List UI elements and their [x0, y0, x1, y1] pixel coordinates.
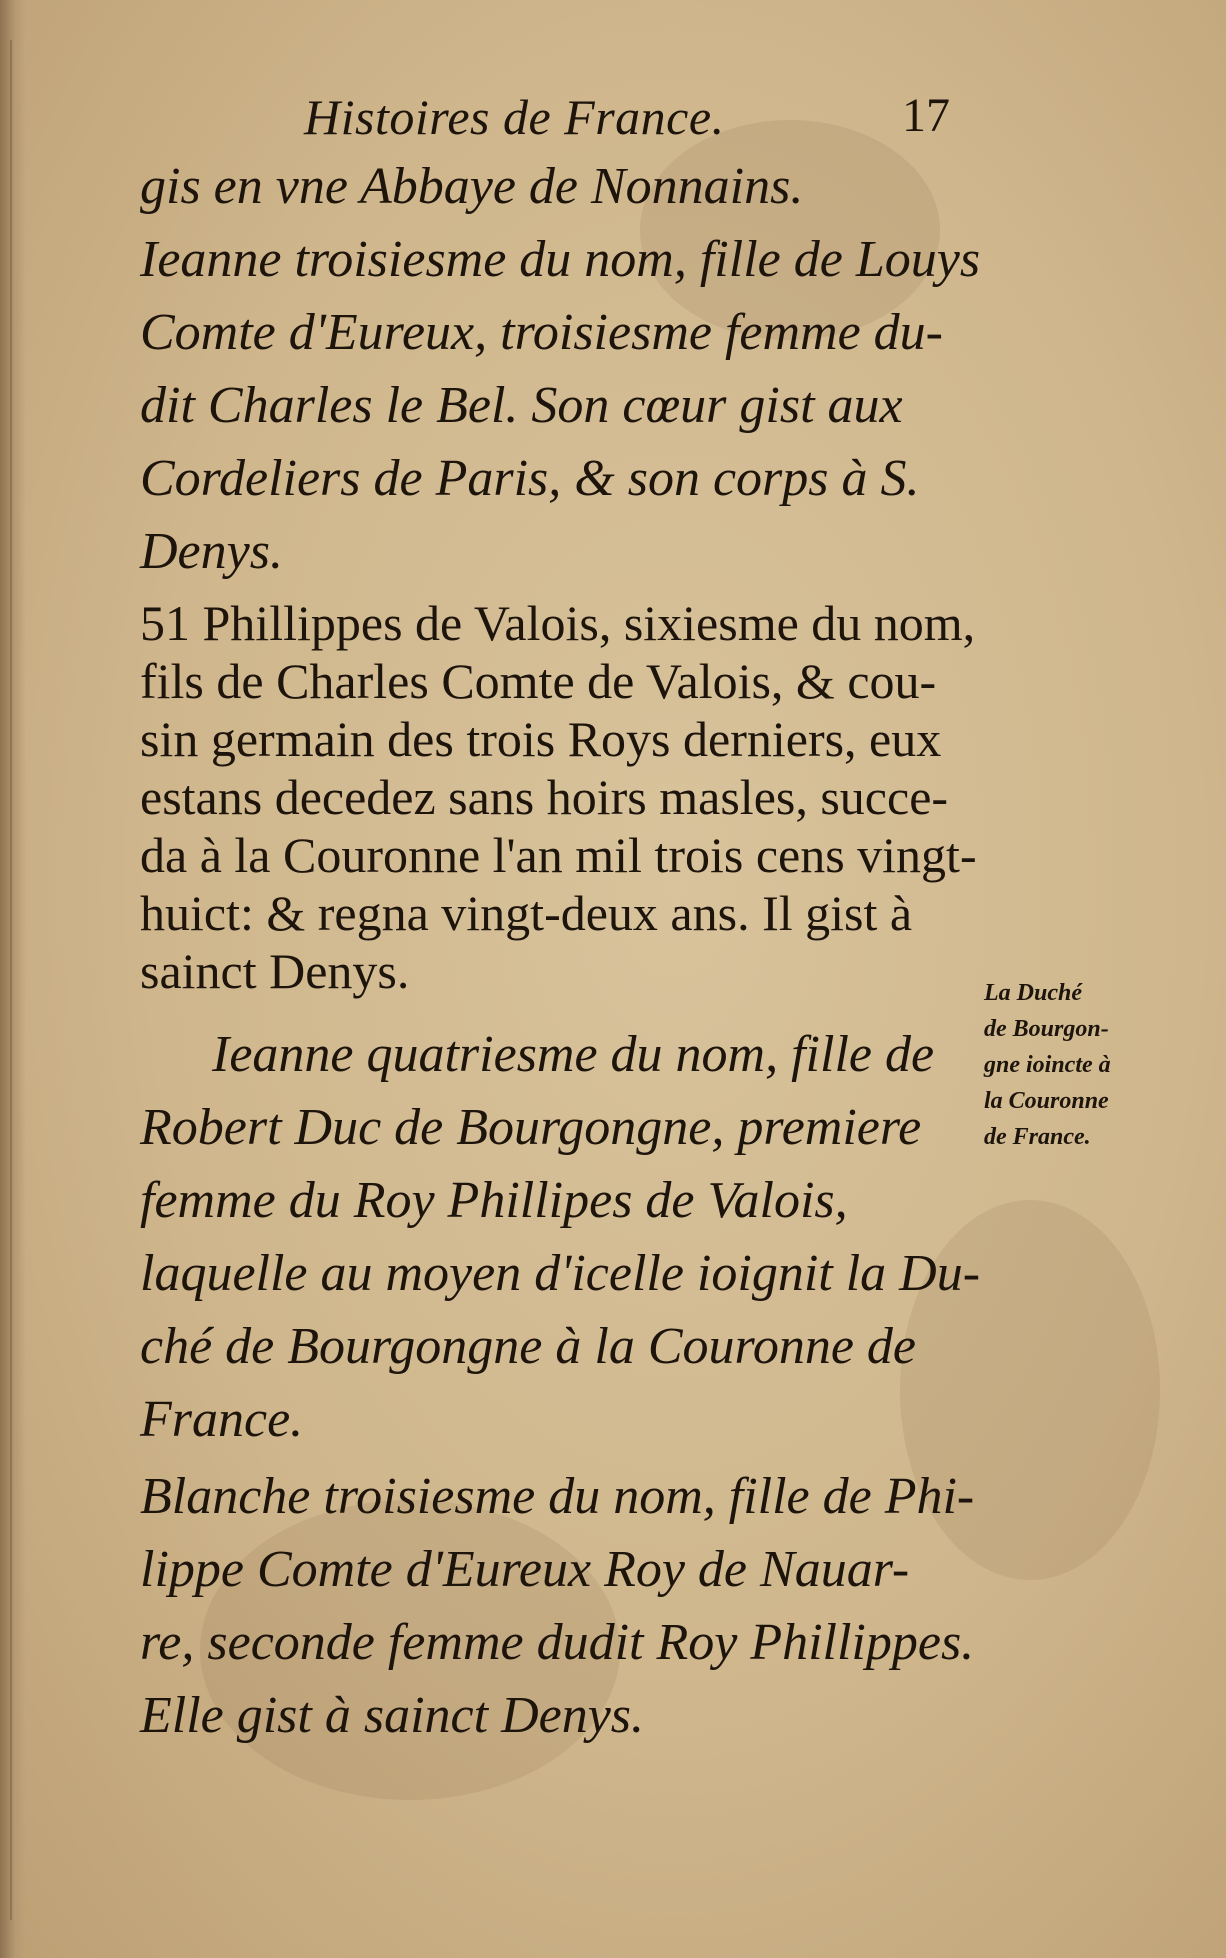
text-line: fils de Charles Comte de Valois, & cou- — [140, 653, 937, 709]
text-line: Ieanne troisiesme du nom, fille de Louys — [140, 231, 981, 288]
text-line: huict: & regna vingt-deux ans. Il gist à — [140, 885, 913, 941]
text-line: gis en vne Abbaye de Nonnains. — [140, 158, 804, 215]
text-line: re, seconde femme dudit Roy Phillippes. — [140, 1614, 975, 1671]
margin-note — [984, 975, 1184, 1155]
text-line: Blanche troisiesme du nom, fille de Phi- — [140, 1468, 975, 1525]
text-line: lippe Comte d'Eureux Roy de Nauar- — [140, 1541, 910, 1598]
text-line: femme du Roy Phillipes de Valois, — [140, 1172, 848, 1229]
text-line: Cordeliers de Paris, & son corps à S. — [140, 450, 920, 507]
body-text — [140, 150, 981, 1752]
text-line: France. — [140, 1391, 304, 1448]
text-line: da à la Couronne l'an mil trois cens vingt- — [140, 827, 977, 883]
text-line: sainct Denys. — [140, 943, 410, 999]
page-header — [290, 88, 950, 158]
text-line: dit Charles le Bel. Son cœur gist aux — [140, 377, 903, 434]
text-line: Denys. — [140, 523, 283, 580]
text-line: Ieanne quatriesme du nom, fille de — [212, 1026, 935, 1083]
text-line: sin germain des trois Roys derniers, eux — [140, 711, 942, 767]
running-title: Histoires de France. — [304, 89, 725, 145]
page-binding-edge — [0, 0, 26, 1958]
text-line: Robert Duc de Bourgongne, premiere — [140, 1099, 922, 1156]
text-line: Elle gist à sainct Denys. — [140, 1687, 645, 1744]
text-line: ché de Bourgongne à la Couronne de — [140, 1318, 916, 1375]
page-number: 17 — [902, 89, 950, 142]
gutter-line — [10, 40, 12, 1920]
text-line: estans decedez sans hoirs masles, succe- — [140, 769, 949, 825]
margin-note-line: de France. — [984, 1124, 1091, 1150]
margin-note-line: La Duché — [984, 980, 1082, 1006]
margin-note-line: de Bourgon- — [984, 1016, 1109, 1042]
text-line: 51 Phillippes de Valois, sixiesme du nom, — [140, 595, 976, 651]
text-line: Comte d'Eureux, troisiesme femme du- — [140, 304, 943, 361]
text-line: laquelle au moyen d'icelle ioignit la Du- — [140, 1245, 981, 1302]
margin-note-line: gne ioincte à — [984, 1052, 1111, 1078]
margin-note-line: la Couronne — [984, 1088, 1109, 1114]
